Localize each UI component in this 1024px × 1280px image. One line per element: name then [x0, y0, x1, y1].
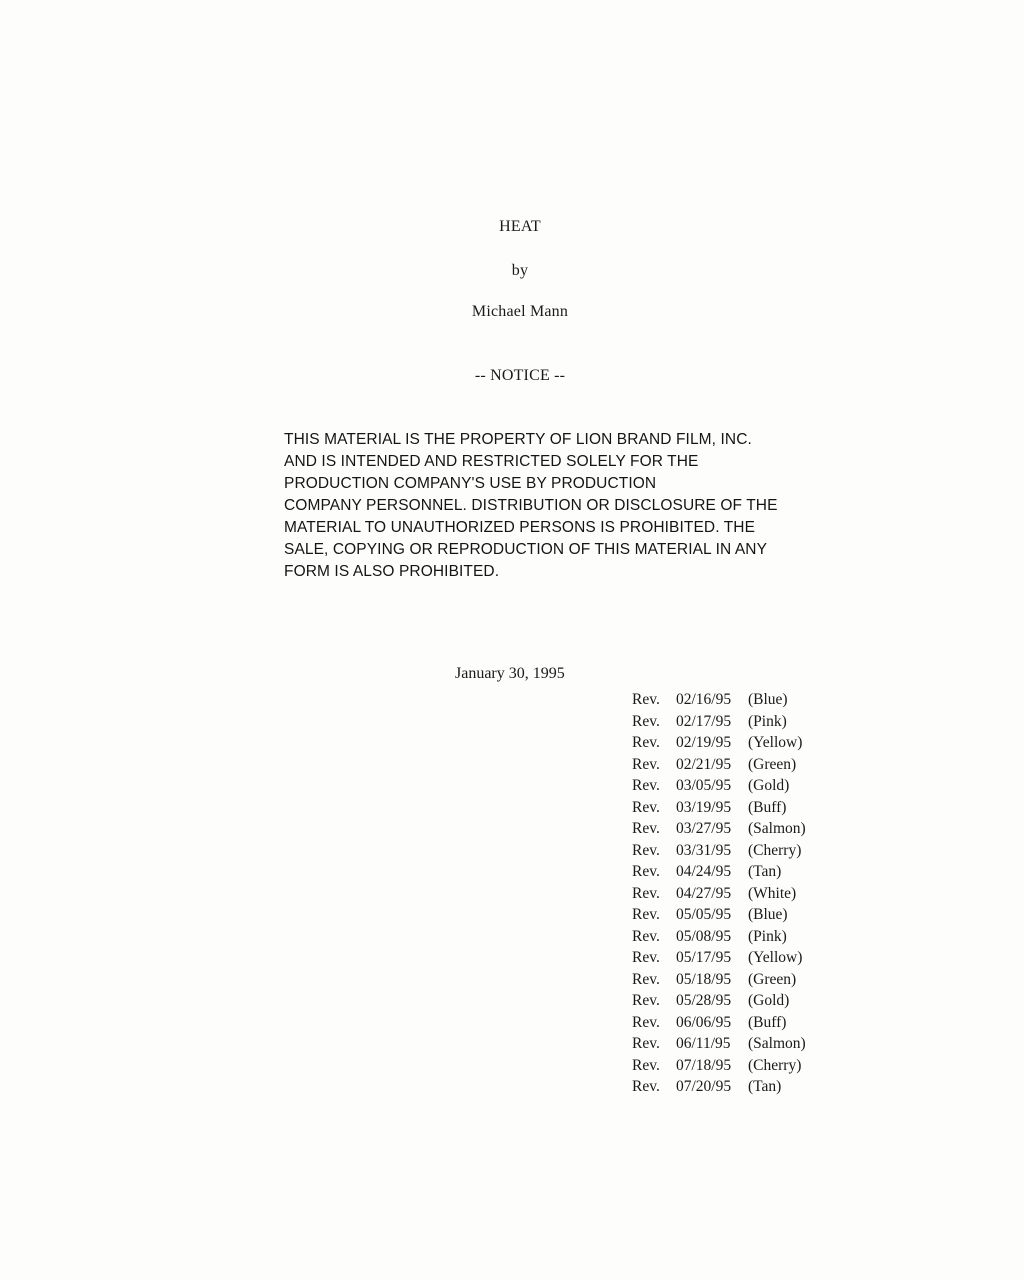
revision-date: 02/16/95 — [676, 691, 732, 708]
revision-color: (Blue) — [748, 691, 788, 708]
revision-prefix: Rev. — [632, 777, 660, 794]
revision-date: 07/20/95 — [676, 1078, 732, 1095]
notice-line: COMPANY PERSONNEL. DISTRIBUTION OR DISCLOSURE OF THE — [284, 497, 778, 514]
revision-color: (Green) — [748, 755, 797, 773]
revision-prefix: Rev. — [632, 863, 660, 880]
revision-row — [632, 969, 806, 991]
revision-prefix: Rev. — [632, 1035, 660, 1052]
revision-color: (Salmon) — [748, 1035, 806, 1052]
revision-row — [632, 883, 806, 905]
revision-date: 05/17/95 — [676, 949, 732, 966]
revision-prefix: Rev. — [632, 1078, 660, 1095]
revision-date: 06/11/95 — [676, 1035, 731, 1052]
notice-line: MATERIAL TO UNAUTHORIZED PERSONS IS PROHIBITED. THE — [284, 519, 756, 536]
revision-row — [632, 797, 806, 819]
document-date: January 30, 1995 — [455, 665, 565, 682]
revision-date: 02/21/95 — [676, 755, 732, 773]
revision-color: (Gold) — [748, 992, 790, 1009]
notice-line: FORM IS ALSO PROHIBITED. — [284, 563, 500, 580]
revision-row — [632, 754, 806, 776]
revision-row — [632, 840, 806, 862]
revision-date: 02/17/95 — [676, 712, 732, 730]
revision-color: (Pink) — [748, 927, 787, 945]
revision-row — [632, 818, 806, 840]
notice-line: PRODUCTION COMPANY'S USE BY PRODUCTION — [284, 475, 657, 492]
revision-prefix: Rev. — [632, 734, 660, 751]
revision-row — [632, 861, 806, 883]
revision-prefix: Rev. — [632, 970, 660, 988]
revision-prefix: Rev. — [632, 841, 660, 859]
revision-prefix: Rev. — [632, 691, 660, 708]
revision-row — [632, 711, 806, 733]
revision-color: (Cherry) — [748, 841, 802, 859]
revision-prefix: Rev. — [632, 1056, 660, 1074]
revision-prefix: Rev. — [632, 712, 660, 730]
revision-row — [632, 732, 806, 754]
revision-color: (Pink) — [748, 712, 787, 730]
revision-color: (Gold) — [748, 777, 790, 794]
revision-color: (Yellow) — [748, 949, 803, 966]
revision-prefix: Rev. — [632, 1013, 660, 1031]
revision-list — [632, 689, 806, 1098]
notice-heading: -- NOTICE -- — [474, 367, 566, 384]
revision-row — [632, 775, 806, 797]
revision-row — [632, 904, 806, 926]
author-name: Michael Mann — [471, 303, 569, 320]
revision-color: (White) — [748, 884, 797, 902]
revision-row — [632, 947, 806, 969]
document-title: HEAT — [499, 218, 541, 235]
revision-color: (Green) — [748, 970, 797, 988]
revision-row — [632, 1076, 806, 1098]
revision-prefix: Rev. — [632, 927, 660, 945]
revision-prefix: Rev. — [632, 949, 660, 966]
revision-color: (Blue) — [748, 906, 788, 923]
revision-date: 03/19/95 — [676, 798, 732, 816]
revision-date: 03/27/95 — [676, 820, 732, 837]
revision-color: (Salmon) — [748, 820, 806, 837]
revision-prefix: Rev. — [632, 906, 660, 923]
revision-prefix: Rev. — [632, 884, 660, 902]
revision-date: 02/19/95 — [676, 734, 732, 751]
revision-color: (Tan) — [748, 1078, 782, 1095]
revision-prefix: Rev. — [632, 820, 660, 837]
revision-row — [632, 990, 806, 1012]
revision-date: 05/18/95 — [676, 970, 732, 988]
notice-line: THIS MATERIAL IS THE PROPERTY OF LION BRAND FILM, INC. — [284, 431, 752, 448]
revision-date: 04/27/95 — [676, 884, 732, 902]
notice-line: AND IS INTENDED AND RESTRICTED SOLELY FOR THE — [284, 453, 699, 470]
revision-row — [632, 1012, 806, 1034]
revision-date: 07/18/95 — [676, 1056, 732, 1074]
byline-word: by — [511, 262, 529, 279]
notice-line: SALE, COPYING OR REPRODUCTION OF THIS MATERIAL IN ANY — [284, 541, 768, 558]
revision-date: 03/05/95 — [676, 777, 732, 794]
revision-date: 05/05/95 — [676, 906, 732, 923]
revision-row — [632, 1033, 806, 1055]
revision-date: 03/31/95 — [676, 841, 732, 859]
revision-date: 06/06/95 — [676, 1013, 732, 1031]
revision-prefix: Rev. — [632, 798, 660, 816]
notice-text — [284, 429, 844, 583]
revision-date: 04/24/95 — [676, 863, 732, 880]
revision-color: (Buff) — [748, 1013, 787, 1031]
revision-date: 05/28/95 — [676, 992, 732, 1009]
revision-prefix: Rev. — [632, 755, 660, 773]
revision-row — [632, 1055, 806, 1077]
revision-color: (Yellow) — [748, 734, 803, 751]
revision-color: (Tan) — [748, 863, 782, 880]
revision-row — [632, 689, 806, 711]
revision-color: (Buff) — [748, 798, 787, 816]
revision-row — [632, 926, 806, 948]
revision-color: (Cherry) — [748, 1056, 802, 1074]
revision-prefix: Rev. — [632, 992, 660, 1009]
revision-date: 05/08/95 — [676, 927, 732, 945]
